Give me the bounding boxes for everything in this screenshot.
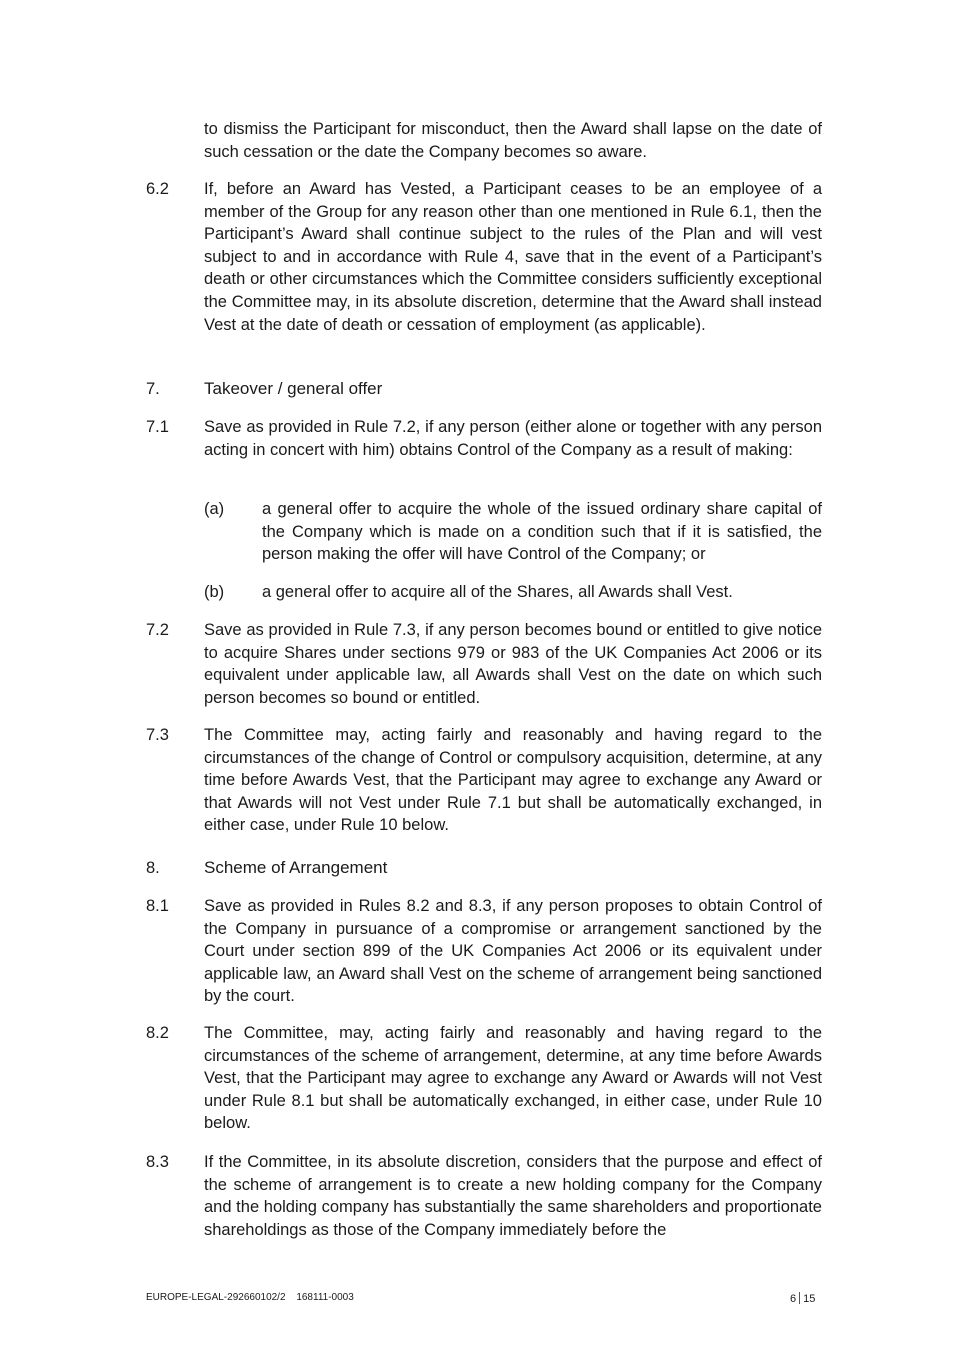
section-number: 7.1: [146, 418, 169, 436]
section-7-heading: [146, 378, 822, 401]
section-text: Save as provided in Rule 7.2, if any person (either alone or together with any person acting in concert with him) obtains Control of the Company as a result of making:: [204, 418, 822, 459]
section-text: The Committee, may, acting fairly and reasonably and having regard to the circumstances of the scheme of arrangement, determine, at any time before Awards Vest, that the Participant may agree to exchange any Award or Awards will not Vest under Rule 8.1 but shall be automatically exchanged, in either case, under Rule 10 below.: [204, 1024, 822, 1133]
section-8-heading: [146, 857, 822, 880]
document-reference: EUROPE-LEGAL-292660102/2: [146, 1292, 286, 1303]
matter-number: 168111-0003: [296, 1292, 354, 1303]
section-text: Save as provided in Rules 8.2 and 8.3, if any person proposes to obtain Control of the Company in pursuance of a compromise or arrangement sanctioned by the Court under section 899 of the UK Companies Act 2006 or its equivalent under applicable law, an Award shall Vest on the scheme of arrangement being sanctioned by the court.: [204, 897, 822, 1006]
section-number: 8.: [146, 859, 160, 877]
subsection-label: (a): [204, 500, 225, 518]
subsection-text: a general offer to acquire the whole of the issued ordinary share capital of the Company which is made on a condition such that if it is satisfied, the person making the offer will have Control of the Company; or: [262, 500, 822, 564]
section-heading: Scheme of Arrangement: [204, 858, 388, 877]
section-number: 8.2: [146, 1024, 169, 1042]
footer-reference: [146, 1292, 362, 1303]
section-text: Save as provided in Rule 7.3, if any person becomes bound or entitled to give notice to acquire Shares under sections 979 or 983 of the UK Companies Act 2006 or its equivalent under applicable law, all Awards shall Vest on the date on which such person becomes so bound or entitled.: [204, 621, 822, 707]
section-7-3: [146, 724, 822, 837]
continuation-paragraph: to dismiss the Participant for misconduct, then the Award shall lapse on the date of such cessation or the date the Company becomes so aware.: [204, 120, 822, 161]
total-pages: 15: [803, 1293, 816, 1305]
page-number: [790, 1292, 815, 1305]
subsection-b: [204, 581, 822, 604]
section-number: 7.3: [146, 726, 169, 744]
section-8-3: [146, 1151, 822, 1241]
section-text: The Committee may, acting fairly and reasonably and having regard to the circumstances of the change of Control or compulsory acquisition, determine, at any time before Awards Vest, that the Participant may agree to exchange any Award or that Awards will not Vest under Rule 7.1 but shall be automatically exchanged, in either case, under Rule 10 below.: [204, 726, 822, 835]
section-number: 6.2: [146, 180, 169, 198]
section-number: 8.3: [146, 1153, 169, 1171]
section-7-2: [146, 619, 822, 709]
subsection-label: (b): [204, 583, 225, 601]
section-6-2: [146, 178, 822, 336]
section-text: If the Committee, in its absolute discretion, considers that the purpose and effect of the scheme of arrangement is to create a new holding company for the Company and the holding company has substantially the same shareholders and proportionate shareholdings as those of the Company immediately before the: [204, 1153, 822, 1239]
subsection-text: a general offer to acquire all of the Shares, all Awards shall Vest.: [262, 583, 733, 601]
page-separator: [799, 1292, 800, 1304]
section-heading: Takeover / general offer: [204, 379, 383, 398]
section-8-1: [146, 895, 822, 1008]
section-text: If, before an Award has Vested, a Participant ceases to be an employee of a member of the Group for any reason other than one mentioned in Rule 6.1, then the Participant’s Award shall continue subject to the rules of the Plan and will vest subject to and in accordance with Rule 4, save that in the event of a Participant’s death or other circumstances which the Committee considers sufficiently exceptional the Committee may, in its absolute discretion, determine that the Award shall instead Vest at the date of death or cessation of employment (as applicable).: [204, 180, 822, 334]
section-7-1: [146, 416, 822, 461]
section-number: 7.: [146, 380, 160, 398]
subsection-a: [204, 498, 822, 566]
section-8-2: [146, 1022, 822, 1135]
section-number: 8.1: [146, 897, 169, 915]
current-page: 6: [790, 1293, 797, 1305]
section-number: 7.2: [146, 621, 169, 639]
